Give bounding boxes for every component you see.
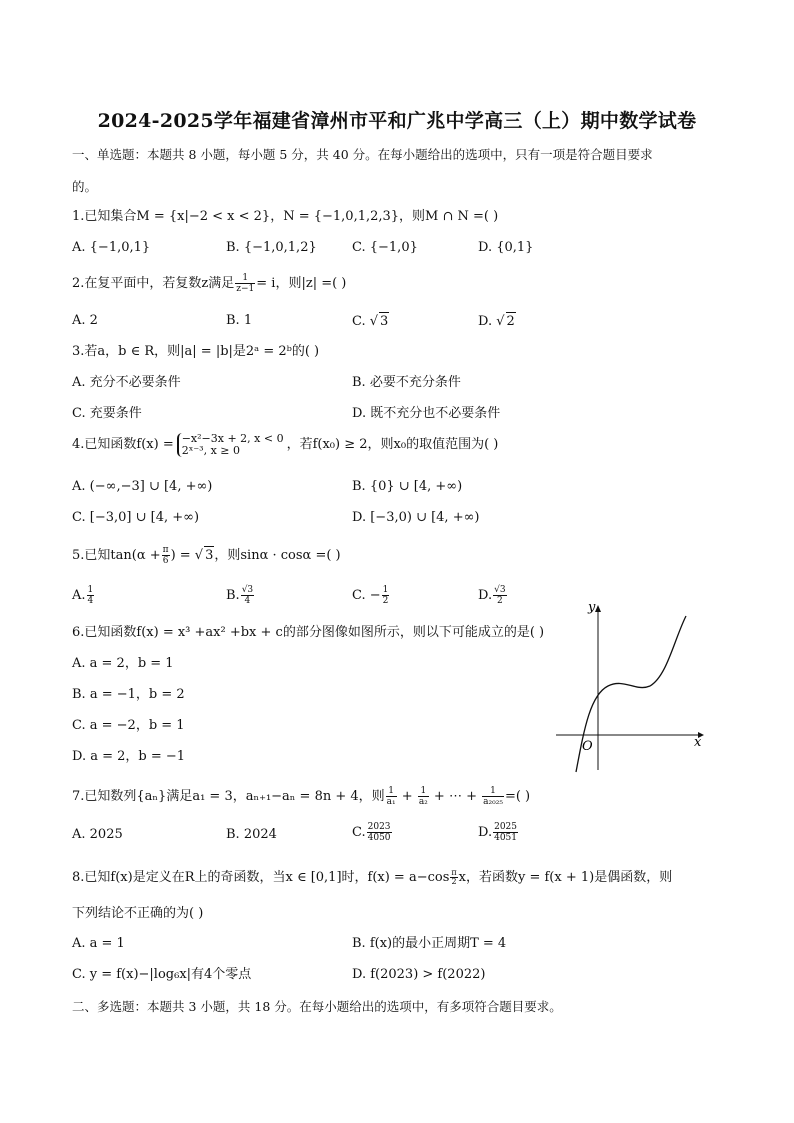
q1-option-a: A. {−1,0,1}: [72, 240, 151, 255]
q3-option-d: D. 既不充分也不必要条件: [352, 406, 501, 421]
q4-stem: [72, 432, 498, 458]
section-1-heading-cont: 的。: [72, 179, 98, 194]
q7-stem-pre: 7.已知数列{aₙ}满足a₁ = 3，aₙ₊₁−aₙ = 8n + 4，则: [72, 789, 385, 804]
q6-option-a: A. a = 2，b = 1: [72, 656, 174, 671]
q8-stem-pre: 8.已知f(x)是定义在R上的奇函数，当x ∈ [0,1]时，f(x) = a−cos: [72, 870, 450, 885]
q2-option-d: D. √ 2: [478, 314, 515, 329]
q7-option-c: C. $\frac{2023}{4050}$: [352, 822, 391, 843]
q7-frac-3: $\frac{1}{\text{a₂₀₂₅}}$: [483, 786, 503, 807]
q5-option-b: B. $\frac{√3}{4}$: [226, 585, 254, 606]
q7-stem-post: =( ): [504, 789, 531, 804]
q5-option-d: D. $\frac{√3}{2}$: [478, 585, 506, 606]
q8-option-a: A. a = 1: [72, 936, 125, 951]
q8-option-c: C. y = f(x)−|log₆x|有4个零点: [72, 967, 252, 982]
section-1-heading: 一、单选题：本题共 8 小题，每小题 5 分，共 40 分。在每小题给出的选项中，只有一项是符合题目要求: [72, 147, 653, 162]
q4-option-d: D. [−3,0) ∪ [4, +∞): [352, 510, 480, 525]
q6-option-d: D. a = 2，b = −1: [72, 749, 186, 764]
q5-fraction: $\frac{\pi}{6}$: [162, 545, 169, 566]
q1-option-d: D. {0,1}: [478, 240, 534, 255]
q7-option-a: A. 2025: [72, 827, 123, 842]
q4-piecewise: −x²−3x + 2, x < 0 2ˣ⁻³, x ≥ 0: [177, 433, 284, 457]
q4-option-a: A. (−∞,−3] ∪ [4, +∞): [72, 479, 213, 494]
q4-option-c: C. [−3,0] ∪ [4, +∞): [72, 510, 200, 525]
q1-stem: 1.已知集合M = {x|−2 < x < 2}，N = {−1,0,1,2,3}，则M ∩ N =( ): [72, 209, 499, 224]
q5-root: 3: [205, 548, 214, 563]
q8-option-d: D. f(2023) > f(2022): [352, 967, 486, 982]
q3-stem: 3.若a，b ∈ R，则|a| = |b|是2ᵃ = 2ᵇ的( ): [72, 344, 320, 359]
cubic-function-graph: [552, 600, 712, 775]
q6-option-c: C. a = −2，b = 1: [72, 718, 185, 733]
origin-label: O: [582, 739, 593, 754]
q2-stem: [72, 273, 346, 294]
q7-frac-2: $\frac{1}{\text{a₂}}$: [418, 786, 428, 807]
q5-option-a: A. $\frac{1}{4}$: [72, 585, 94, 606]
q6-stem: 6.已知函数f(x) = x³ +ax² +bx + c的部分图像如图所示，则以下可能成立的是( ): [72, 625, 545, 640]
q8-stem-post: x，若函数y = f(x + 1)是偶函数，则: [458, 870, 673, 885]
q1-option-c: C. {−1,0}: [352, 240, 418, 255]
q5-stem: 5.已知tan(α + $\frac{\pi}{6}$ ) = √ 3，则sinα · cosα =( ): [72, 545, 341, 566]
q2-option-b: B. 1: [226, 313, 253, 328]
q3-option-b: B. 必要不充分条件: [352, 375, 461, 390]
q8-option-b: B. f(x)的最小正周期T = 4: [352, 936, 507, 951]
q7-dots: + ⋯ +: [429, 789, 482, 804]
q8-cos-fraction: $\frac{\pi}{2}$: [451, 868, 457, 886]
q4-stem-pre: 4.已知函数f(x) =: [72, 437, 174, 452]
q3-option-c: C. 充要条件: [72, 406, 142, 421]
x-axis-label: x: [694, 735, 702, 750]
y-axis-label: y: [588, 600, 596, 615]
q7-option-d: D. $\frac{2025}{4051}$: [478, 822, 517, 843]
y-axis-arrow: [595, 605, 601, 612]
page-title: 2024-2025学年福建省漳州市平和广兆中学高三（上）期中数学试卷: [97, 110, 697, 132]
q5-stem-mid: ) =: [170, 548, 195, 563]
q5-stem-post: ，则sinα · cosα =( ): [214, 548, 341, 563]
q2-stem-pre: 2.在复平面中，若复数z满足: [72, 276, 235, 291]
section-2-heading: 二、多选题：本题共 3 小题，共 18 分。在每小题给出的选项中，有多项符合题目要求。: [72, 999, 562, 1014]
q7-frac-1: $\frac{1}{\text{a₁}}$: [386, 786, 396, 807]
q5-option-c: C. − $\frac{1}{2}$: [352, 585, 389, 606]
q6-option-b: B. a = −1，b = 2: [72, 687, 185, 702]
q2-fraction: $\frac{1}{z-1}$: [236, 273, 255, 294]
q7-option-b: B. 2024: [226, 827, 277, 842]
q1-option-b: B. {−1,0,1,2}: [226, 240, 317, 255]
q2-stem-post: = i，则|z| =( ): [256, 276, 347, 291]
q5-stem-pre: 5.已知tan(α +: [72, 548, 161, 563]
q8-stem-line2: 下列结论不正确的为( ): [72, 906, 204, 921]
q3-option-a: A. 充分不必要条件: [72, 375, 181, 390]
q8-stem: [72, 869, 672, 887]
q4-stem-post: ，若f(x₀) ≥ 2，则x₀的取值范围为( ): [286, 437, 499, 452]
q2-option-c: C. √ 3: [352, 314, 389, 329]
q4-option-b: B. {0} ∪ [4, +∞): [352, 479, 463, 494]
q2-option-a: A. 2: [72, 313, 98, 328]
q7-stem: 7.已知数列{aₙ}满足a₁ = 3，aₙ₊₁−aₙ = 8n + 4，则 $\frac{1}{\text{a₁}}$ + $\frac{1}{\text{a₂}}$ + ⋯ + $\frac{1}{\text{a₂₀₂₅}}$ =( ): [72, 786, 531, 807]
